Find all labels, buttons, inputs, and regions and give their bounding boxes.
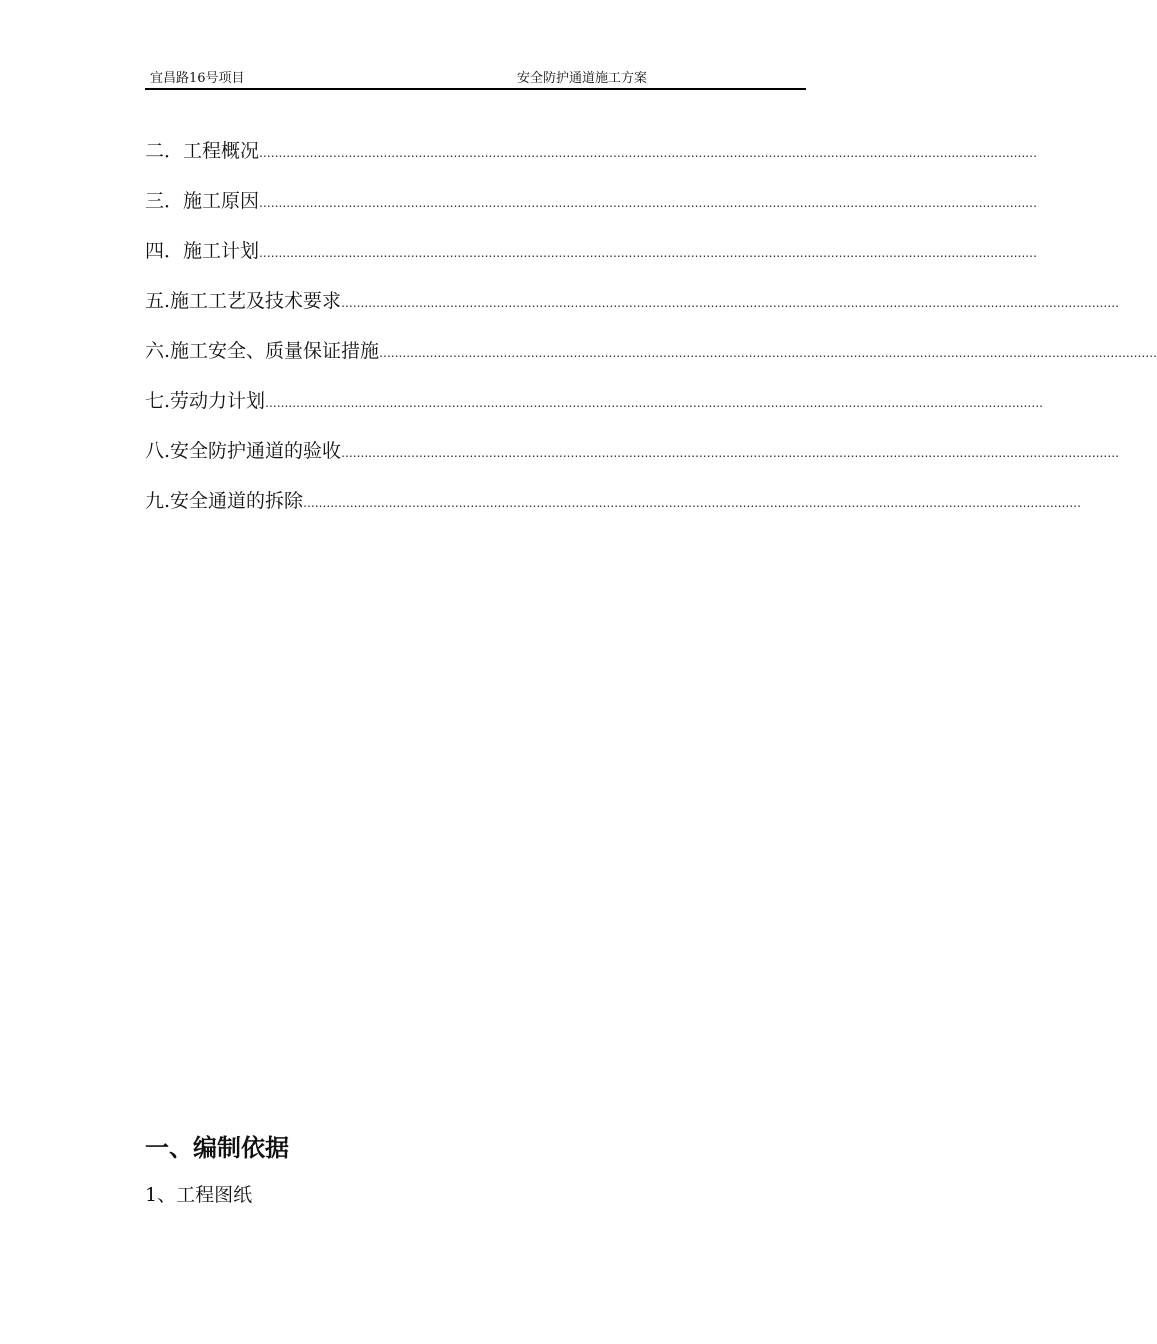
table-of-contents bbox=[145, 136, 1157, 536]
toc-entry[interactable] bbox=[145, 486, 1081, 536]
toc-entry-number: 三． bbox=[145, 190, 184, 212]
toc-entry[interactable] bbox=[145, 136, 1037, 186]
toc-dot-leader: ........................................................................................................................................................................................................ bbox=[341, 294, 1119, 310]
header-document-title: 安全防护通道施工方案 bbox=[517, 71, 648, 86]
toc-entry-label: 施工安全、质量保证措施 bbox=[170, 340, 380, 362]
toc-entry[interactable] bbox=[145, 336, 1157, 386]
toc-dot-leader: ........................................................................................................................................................................................................ bbox=[259, 144, 1037, 160]
toc-entry[interactable] bbox=[145, 386, 1043, 436]
toc-entry-label: 施工原因 bbox=[183, 190, 260, 212]
toc-entry[interactable] bbox=[145, 186, 1037, 236]
subsection-heading: 1、工程图纸 bbox=[145, 1184, 253, 1206]
toc-entry-label: 安全通道的拆除 bbox=[170, 490, 304, 512]
toc-entry-number: 九. bbox=[145, 490, 171, 512]
toc-entry[interactable] bbox=[145, 236, 1037, 286]
toc-entry-number: 五. bbox=[145, 290, 171, 312]
toc-entry-label: 施工计划 bbox=[183, 240, 260, 262]
page-header bbox=[145, 66, 806, 90]
toc-dot-leader: ........................................................................................................................................................................................................ bbox=[259, 244, 1037, 260]
toc-entry-number: 七. bbox=[145, 390, 171, 412]
toc-dot-leader: ........................................................................................................................................................................................................ bbox=[341, 444, 1119, 460]
toc-entry-label: 安全防护通道的验收 bbox=[170, 440, 342, 462]
toc-entry-label: 工程概况 bbox=[183, 140, 260, 162]
toc-entry-label: 施工工艺及技术要求 bbox=[170, 290, 342, 312]
toc-dot-leader: ........................................................................................................................................................................................................ bbox=[259, 194, 1037, 210]
toc-dot-leader: ........................................................................................................................................................................................................ bbox=[265, 394, 1043, 410]
toc-entry-number: 二． bbox=[145, 140, 184, 162]
toc-entry-number: 四． bbox=[145, 240, 184, 262]
toc-entry[interactable] bbox=[145, 286, 1119, 336]
header-project-name: 宜昌路16号项目 bbox=[150, 71, 245, 86]
toc-dot-leader: ........................................................................................................................................................................................................ bbox=[379, 344, 1157, 360]
toc-entry-number: 六. bbox=[145, 340, 171, 362]
toc-dot-leader: ........................................................................................................................................................................................................ bbox=[303, 494, 1081, 510]
toc-entry-label: 劳动力计划 bbox=[170, 390, 266, 412]
toc-entry[interactable] bbox=[145, 436, 1119, 486]
toc-entry-number: 八. bbox=[145, 440, 171, 462]
section-heading: 一、编制依据 bbox=[145, 1134, 289, 1162]
